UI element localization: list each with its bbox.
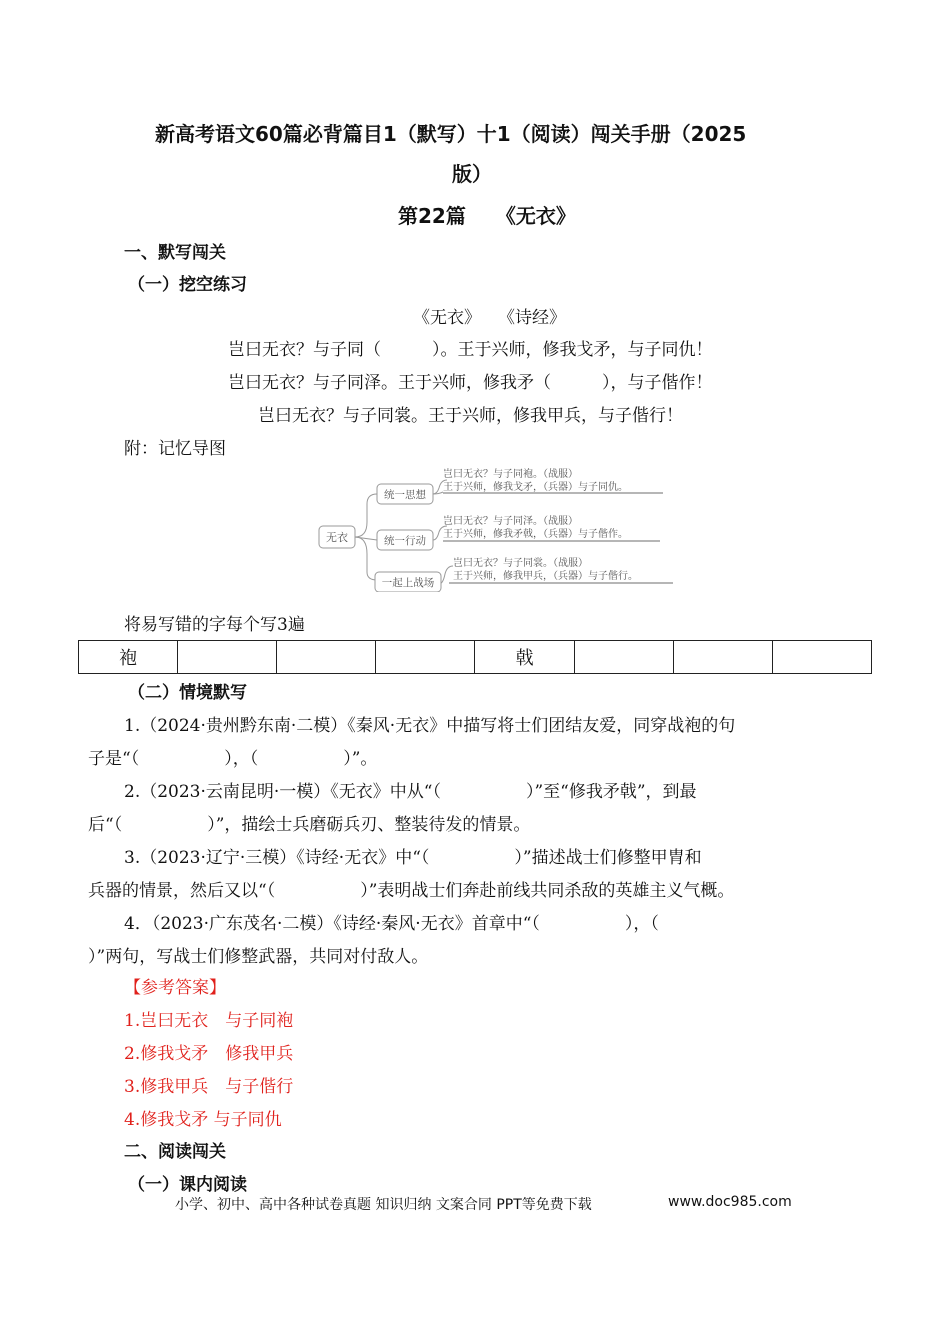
question-1-line1: 1.（2024·贵州黔东南·二模）《秦风·无衣》中描写将士们团结友爱，同穿战袍的句 (124, 716, 736, 736)
mindmap-branch-1-line2: 王于兴师，修我戈矛，（兵器）与子同仇。 (443, 482, 628, 493)
section2-sub1: （一）课内阅读 (128, 1175, 247, 1195)
question-2-line2: 后“（ ）”，描绘士兵磨砺兵刃、整装待发的情景。 (88, 815, 531, 835)
practice-cell[interactable] (277, 641, 376, 674)
mindmap-root: 无衣 (326, 531, 348, 544)
mindmap-branch-3-line2: 王于兴师，修我甲兵，（兵器）与子偕行。 (453, 571, 638, 582)
mindmap-branch-2-line2: 王于兴师，修我矛戟，（兵器）与子偕作。 (443, 529, 628, 540)
memory-mindmap (315, 462, 680, 592)
practice-cell[interactable] (574, 641, 673, 674)
question-4-line1: 4．（2023·广东茂名·二模）《诗经·秦风·无衣》首章中“（ ），（ (124, 914, 659, 934)
practice-char-1: 袍 (79, 641, 178, 674)
practice-cell[interactable] (772, 641, 871, 674)
poem-title: 《无衣》 《诗经》 (413, 308, 566, 328)
poem-line-1: 岂曰无衣？与子同（ ）。王于兴师，修我戈矛，与子同仇！ (228, 340, 713, 360)
mindmap-branch-label-3: 一起上战场 (381, 577, 435, 589)
practice-writing-table (78, 640, 872, 674)
answer-heading: 【参考答案】 (124, 978, 226, 998)
mindmap-branch-2-line1: 岂曰无衣？与子同泽。（战服） (443, 516, 578, 527)
mindmap-branch-1-line1: 岂曰无衣？与子同袍。（战服） (443, 469, 578, 480)
document-title-line2: 版） (452, 162, 492, 186)
document-subtitle: 第22篇 《无衣》 (398, 204, 576, 228)
answer-1: 1.岂曰无衣 与子同袍 (124, 1011, 294, 1031)
mindmap-branch-label-2: 统一行动 (384, 535, 426, 547)
footer-url[interactable]: www.doc985.com (668, 1194, 792, 1210)
table-row (79, 641, 872, 674)
practice-cell[interactable] (178, 641, 277, 674)
document-title-line1: 新高考语文60篇必背篇目1（默写）十1（阅读）闯关手册（2025 (155, 122, 747, 146)
appendix-label: 附：记忆导图 (124, 439, 226, 459)
practice-cell[interactable] (376, 641, 475, 674)
section1-heading: 一、默写闯关 (124, 243, 226, 263)
question-1-line2: 子是“（ ），（ ）”。 (88, 749, 378, 769)
practice-cell[interactable] (673, 641, 772, 674)
question-2-line1: 2.（2023·云南昆明·一模）《无衣》中从“（ ）”至“修我矛戟”，到最 (124, 782, 697, 802)
section1-sub1: （一）挖空练习 (128, 275, 247, 295)
answer-2: 2.修我戈矛 修我甲兵 (124, 1044, 294, 1064)
question-3-line2: 兵器的情景，然后又以“（ ）”表明战士们奔赴前线共同杀敌的英雄主义气概。 (88, 881, 735, 901)
section1-sub2: （二）情境默写 (128, 683, 247, 703)
practice-char-2: 戟 (475, 641, 574, 674)
section2-heading: 二、阅读闯关 (124, 1142, 226, 1162)
poem-line-3: 岂曰无衣？与子同裳。王于兴师，修我甲兵，与子偕行！ (258, 406, 683, 426)
answer-4: 4.修我戈矛 与子同仇 (124, 1110, 282, 1130)
question-3-line1: 3.（2023·辽宁·三模）《诗经·无衣》中“（ ）”描述战士们修整甲胄和 (124, 848, 702, 868)
write-instruction: 将易写错的字每个写3遍 (124, 615, 305, 635)
mindmap-branch-3-line1: 岂曰无衣？与子同裳。（战服） (453, 558, 588, 569)
mindmap-branch-label-1: 统一思想 (384, 489, 426, 501)
answer-3: 3.修我甲兵 与子偕行 (124, 1077, 294, 1097)
footer-text: 小学、初中、高中各种试卷真题 知识归纳 文案合同 PPT等免费下载 (175, 1197, 592, 1213)
question-4-line2: ）”两句，写战士们修整武器，共同对付敌人。 (88, 947, 429, 967)
poem-line-2: 岂曰无衣？与子同泽。王于兴师，修我矛（ ），与子偕作！ (228, 373, 713, 393)
